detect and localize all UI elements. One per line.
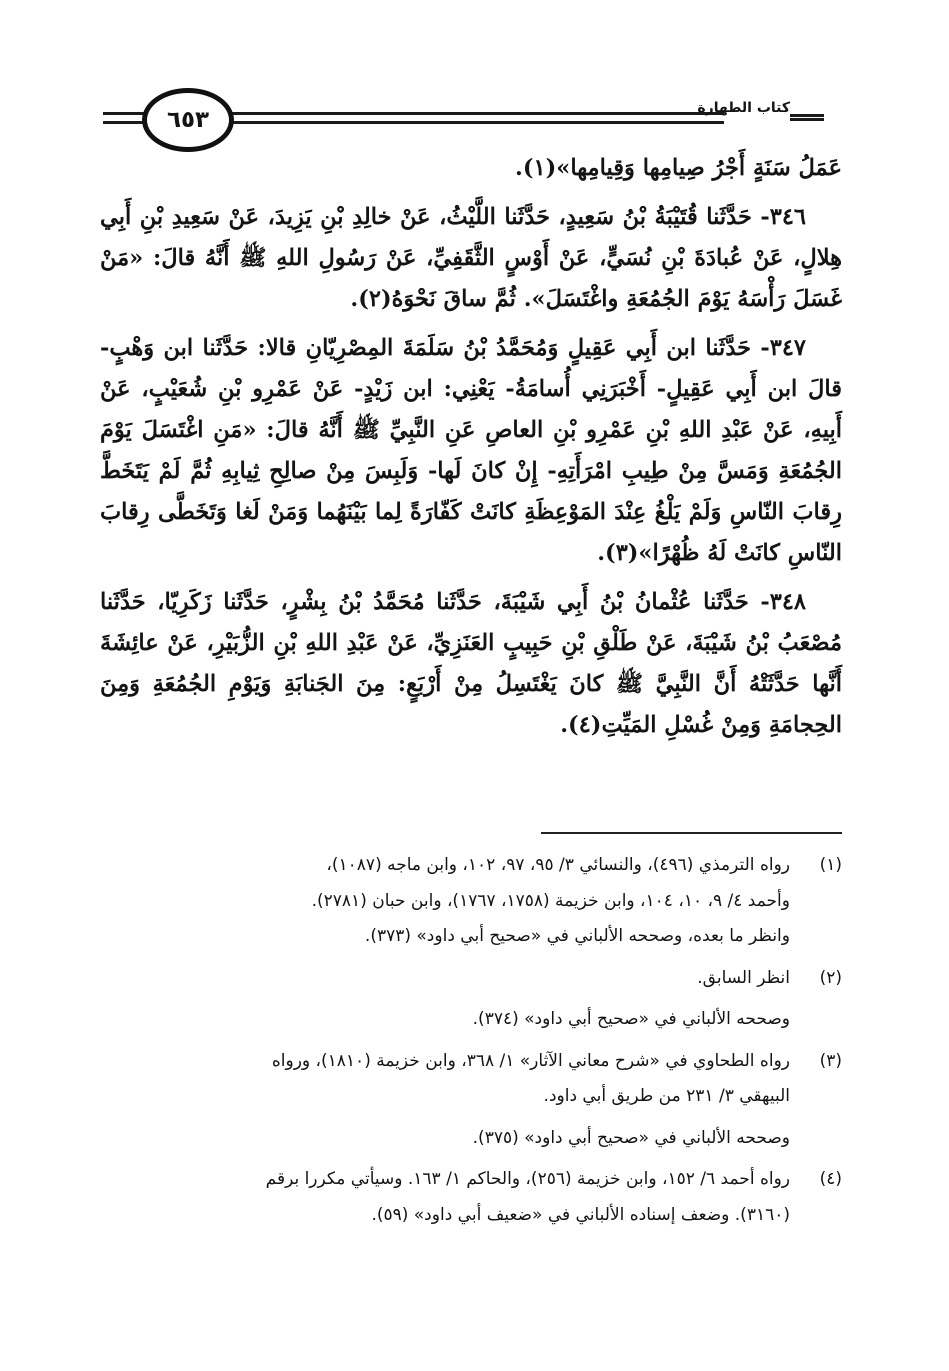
- footnote-line: انظر السابق.: [697, 967, 790, 988]
- header-dash: [790, 114, 824, 121]
- chapter-title: كتاب الطهارة: [697, 100, 790, 116]
- footnote-line: وأحمد ٤/ ٩، ١٠، ١٠٤، وابن خزيمة (١٧٥٨، ١٧٦٧)، وابن حبان (٢٧٨١).: [311, 890, 790, 911]
- footnote-line: (٣١٦٠). وضعف إسناده الألباني في «ضعيف أبي داود» (٥٩).: [371, 1204, 790, 1225]
- header-rule: [218, 121, 724, 124]
- hadith-347: ٣٤٧- حَدَّثَنا ابن أَبِي عَقِيلٍ وَمُحَمَّدُ بْنُ سَلَمَةَ المِصْرِيّانِ قالا: حَدَّثَنا ابن وَهْبٍ- قالَ ابن أَبِي عَقِيلٍ- أَخْبَرَنِي أُسامَةُ- يَعْنِي: ابن زَيْدٍ- عَنْ عَمْرِو بْنِ شُعَيْبٍ، عَنْ أَبِيهِ، عَنْ عَبْدِ اللهِ بْنِ عَمْرِو بْنِ العاصِ عَنِ النَّبِيِّ ﷺ أَنَّهُ قالَ: «مَنِ اغْتَسَلَ يَوْمَ الجُمُعَةِ وَمَسَّ مِنْ طِيبِ امْرَأَتِهِ- إِنْ كانَ لَها- وَلَبِسَ مِنْ صالِحِ ثِيابِهِ ثُمَّ لَمْ يَتَخَطَّ رِقابَ النّاسِ وَلَمْ يَلْغُ عِنْدَ المَوْعِظَةِ كانَتْ كَفّارَةً لِما بَيْنَهُما وَمَنْ لَغا وَتَخَطَّى رِقابَ النّاسِ كانَتْ لَهُ ظُهْرًا»(٣).: [100, 335, 842, 566]
- footnotes: [100, 848, 842, 1233]
- footnote-3: [100, 1044, 842, 1157]
- page-number: ٦٥٣: [142, 88, 234, 152]
- header-rule: [218, 112, 724, 115]
- footnote-number: (٣): [819, 1050, 842, 1071]
- footnote-line: رواه أحمد ٦/ ١٥٢، وابن خزيمة (٢٥٦)، والحاكم ١/ ١٦٣. وسيأتي مكررا برقم: [265, 1169, 790, 1189]
- footnote-line: رواه الطحاوي في «شرح معاني الآثار» ١/ ٣٦٨، وابن خزيمة (١٨١٠)، ورواه: [271, 1050, 790, 1071]
- footnote-1: [100, 848, 842, 955]
- footnote-separator: [541, 832, 842, 834]
- footnote-line: البيهقي ٣/ ٢٣١ من طريق أبي داود.: [543, 1086, 790, 1106]
- hadith-346: ٣٤٦- حَدَّثَنا قُتَيْبَةُ بْنُ سَعِيدٍ، حَدَّثَنا اللَّيْثُ، عَنْ خالِدِ بْنِ يَزِيدَ، عَنْ سَعِيدِ بْنِ أَبِي هِلالٍ، عَنْ عُبادَةَ بْنِ نُسَيٍّ، عَنْ أَوْسٍ الثَّقَفِيِّ، عَنْ رَسُولِ اللهِ ﷺ أَنَّهُ قالَ: «مَنْ غَسَلَ رَأْسَهُ يَوْمَ الجُمُعَةِ واغْتَسَلَ». ثُمَّ ساقَ نَحْوَهُ(٢).: [100, 204, 842, 312]
- footnote-number: (٢): [819, 967, 842, 988]
- footnote-2: [100, 961, 842, 1038]
- footnote-line: وصححه الألباني في «صحيح أبي داود» (٣٧٤).: [472, 1009, 790, 1029]
- main-text: [100, 148, 842, 746]
- hadith-348: ٣٤٨- حَدَّثَنا عُثْمانُ بْنُ أَبِي شَيْبَةَ، حَدَّثَنا مُحَمَّدُ بْنُ بِشْرٍ، حَدَّثَنا زَكَرِيّا، حَدَّثَنا مُصْعَبُ بْنُ شَيْبَةَ، عَنْ طَلْقِ بْنِ حَبِيبٍ العَنَزِيِّ، عَنْ عَبْدِ اللهِ بْنِ الزُّبَيْرِ، عَنْ عائِشَةَ أَنَّها حَدَّثَتْهُ أَنَّ النَّبِيَّ ﷺ كانَ يَغْتَسِلُ مِنْ أَرْبَعٍ: مِنَ الجَنابَةِ وَيَوْمِ الجُمُعَةِ وَمِنَ الحِجامَةِ وَمِنْ غُسْلِ المَيِّتِ(٤).: [100, 589, 842, 738]
- paragraph: عَمَلُ سَنَةٍ أَجْرُ صِيامِها وَقِيامِها»(١).: [515, 155, 842, 181]
- footnote-number: (٤): [819, 1169, 842, 1189]
- footnote-line: وصححه الألباني في «صحيح أبي داود» (٣٧٥).: [472, 1127, 790, 1148]
- footnote-line: رواه الترمذي (٤٩٦)، والنسائي ٣/ ٩٥، ٩٧، ١٠٢، وابن ماجه (١٠٨٧)،: [326, 855, 790, 875]
- footnote-number: (١): [819, 855, 842, 875]
- footnote-line: وانظر ما بعده، وصححه الألباني في «صحيح أبي داود» (٣٧٣).: [364, 926, 790, 946]
- footnote-4: [100, 1162, 842, 1233]
